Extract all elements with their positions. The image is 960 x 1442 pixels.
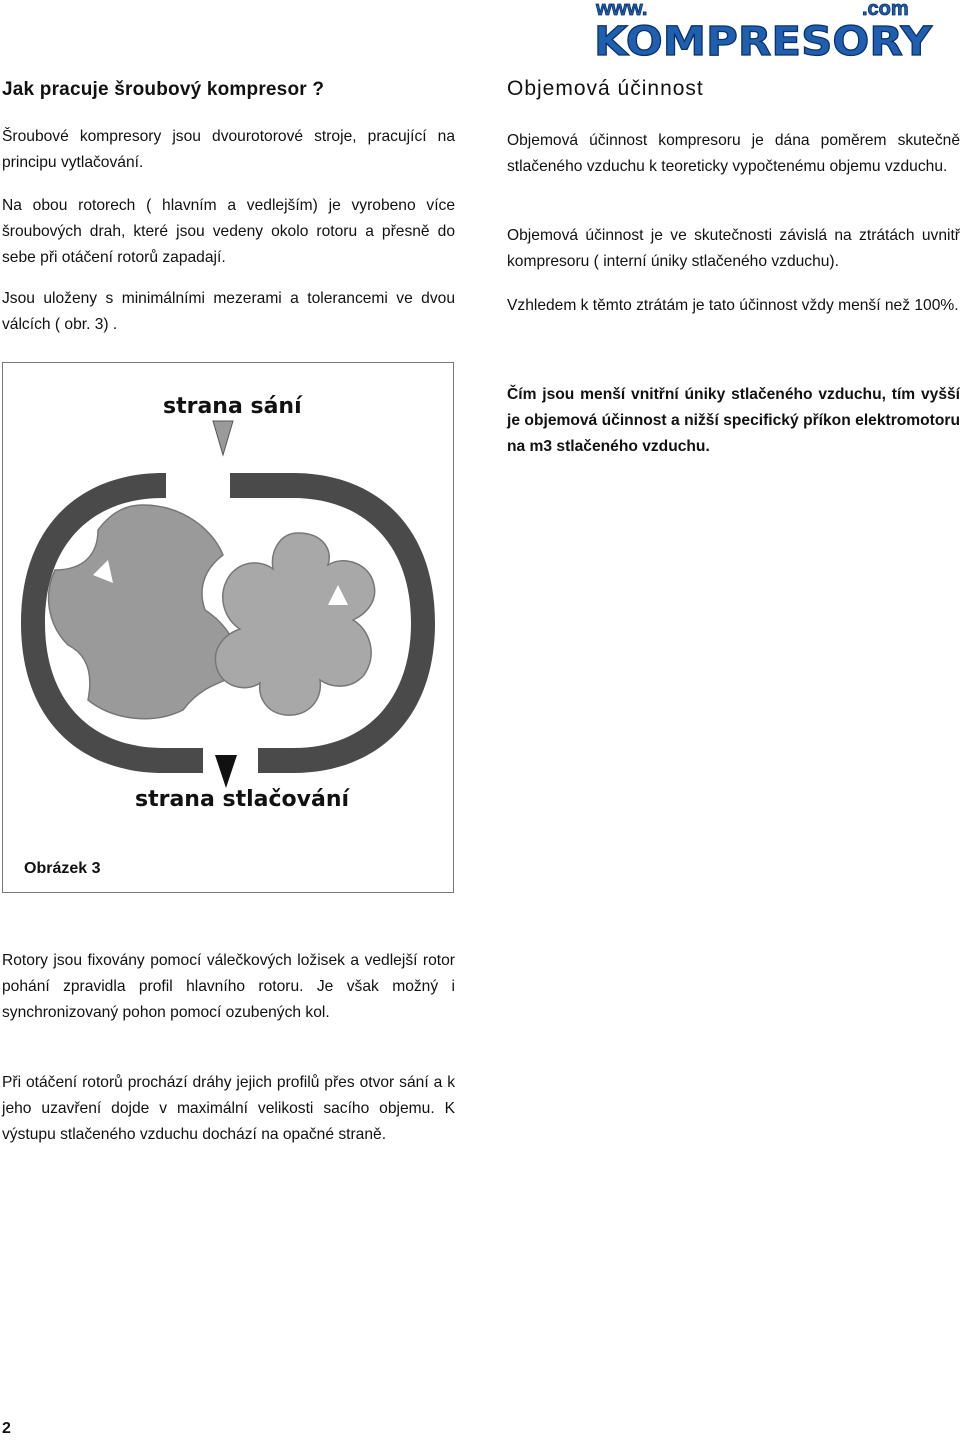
suction-port: [166, 471, 230, 501]
left-paragraph-1: Šroubové kompresory jsou dvourotorové stroje, pracující na principu vytlačování.: [2, 128, 455, 171]
figure-rotor-diagram: [2, 362, 454, 893]
label-discharge-side: strana stlačování: [135, 787, 350, 812]
suction-arrow-icon: [213, 421, 233, 455]
page-number: 2: [2, 1420, 11, 1437]
left-heading: Jak pracuje šroubový kompresor ?: [2, 79, 325, 100]
logo-www: www.: [596, 0, 648, 20]
left-paragraph-5: Při otáčení rotorů prochází dráhy jejich profilů přes otvor sání a k jeho uzavření dojde v maximální velikosti sacího objemu. K výstupu stlačeného vzduchu dochází na opačné straně.: [2, 1074, 455, 1143]
right-paragraph-3: Vzhledem k těmto ztrátám je tato účinnost vždy menší než 100%.: [507, 297, 959, 314]
gate-rotor: [215, 533, 374, 715]
main-rotor: [49, 505, 239, 719]
kompresory-logo: [590, 0, 936, 60]
rotor-diagram: [3, 363, 455, 894]
right-paragraph-bold: Čím jsou menší vnitřní úniky stlačeného vzduchu, tím vyšší je objemová účinnost a nižší specifický příkon elektromotoru na m3 stlačeného vzduchu.: [507, 386, 960, 455]
left-paragraph-4: Rotory jsou fixovány pomocí válečkových ložisek a vedlejší rotor pohání zpravidla profil hlavního rotoru. Je však možný i synchronizovaný pohon pomocí ozubených kol.: [2, 952, 455, 1021]
left-paragraph-3: Jsou uloženy s minimálními mezerami a tolerancemi ve dvou válcích ( obr. 3) .: [2, 290, 455, 333]
left-paragraph-2: Na obou rotorech ( hlavním a vedlejším) je vyrobeno více šroubových drah, které jsou vedeny okolo rotoru a přesně do sebe při otáčení rotorů zapadají.: [2, 197, 455, 266]
figure-caption: Obrázek 3: [24, 860, 101, 877]
right-paragraph-2: Objemová účinnost je ve skutečnosti závislá na ztrátách uvnitř kompresoru ( interní úniky stlačeného vzduchu).: [507, 227, 960, 270]
right-heading: Objemová účinnost: [507, 77, 704, 100]
right-paragraph-1: Objemová účinnost kompresoru je dána poměrem skutečně stlačeného vzduchu k teoreticky vypočtenému objemu vzduchu.: [507, 132, 960, 175]
label-suction-side: strana sání: [163, 394, 302, 419]
logo-com: .com: [862, 0, 909, 20]
logo-main: KOMPRESORY: [594, 19, 934, 60]
